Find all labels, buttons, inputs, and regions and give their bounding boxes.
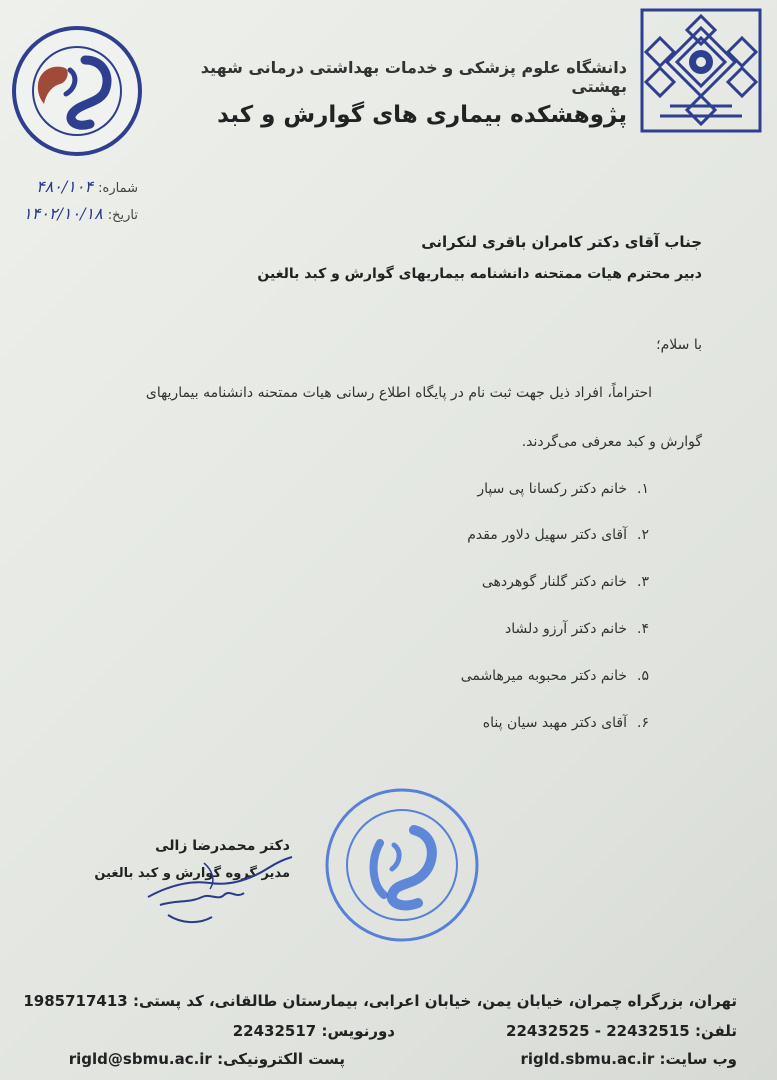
letter-number-row: [8, 177, 138, 196]
institute-name-heading: پژوهشکده بیماری های گوارش و کبد: [217, 102, 627, 128]
university-name-heading: دانشگاه علوم پزشکی و خدمات بهداشتی درمانی شهید بهشتی: [200, 58, 627, 96]
list-item: ۶.آقای دکتر مهبد سیان پناه: [482, 715, 649, 731]
handwritten-signature: [140, 845, 300, 935]
number-label: شماره:: [98, 181, 138, 196]
institute-stamp: [322, 785, 482, 945]
signer-name: دکتر محمدرضا زالی: [155, 838, 290, 854]
footer-website: وب سایت: rigld.sbmu.ac.ir: [520, 1050, 737, 1068]
signer-role: مدیر گروه گوارش و کبد بالغین: [94, 866, 290, 881]
addressee-position: دبیر محترم هیات ممتحنه دانشنامه بیماریهای گوارش و کبد بالغین: [257, 266, 702, 282]
list-item: ۱.خانم دکتر رکسانا پی سپار: [477, 481, 649, 497]
body-paragraph-line1: احتراماً، افراد ذیل جهت ثبت نام در پایگاه اطلاع رسانی هیات ممتحنه دانشنامه بیماریهای: [145, 385, 652, 401]
list-item: ۲.آقای دکتر سهیل دلاور مقدم: [467, 527, 649, 543]
date-label: تاریخ:: [107, 208, 138, 223]
addressee-name: جناب آقای دکتر کامران باقری لنکرانی: [421, 233, 702, 251]
body-paragraph-line2: گوارش و کبد معرفی می‌گردند.: [521, 434, 702, 450]
university-emblem-logo: [640, 8, 762, 133]
number-value: ۴۸۰/۱۰۴: [36, 177, 94, 196]
list-item: ۴.خانم دکتر آرزو دلشاد: [505, 621, 649, 637]
institute-seal-logo: [10, 24, 145, 159]
list-item: ۵.خانم دکتر محبوبه میرهاشمی: [460, 668, 649, 684]
list-item: ۳.خانم دکتر گلنار گوهردهی: [481, 574, 649, 590]
letter-date-row: [8, 204, 138, 223]
greeting: با سلام؛: [656, 337, 702, 353]
footer-fax: دورنویس: 22432517: [232, 1022, 395, 1040]
footer-address: تهران، بزرگراه چمران، خیابان یمن، خیابان اعرابی، بیمارستان طالقانی، کد پستی: 1985717413: [23, 992, 737, 1010]
footer-email: پست الکترونیکی: rigld@sbmu.ac.ir: [68, 1050, 345, 1068]
footer-phone: تلفن: 22432515 - 22432525: [506, 1022, 737, 1040]
date-value: ۱۴۰۲/۱۰/۱۸: [23, 204, 103, 223]
